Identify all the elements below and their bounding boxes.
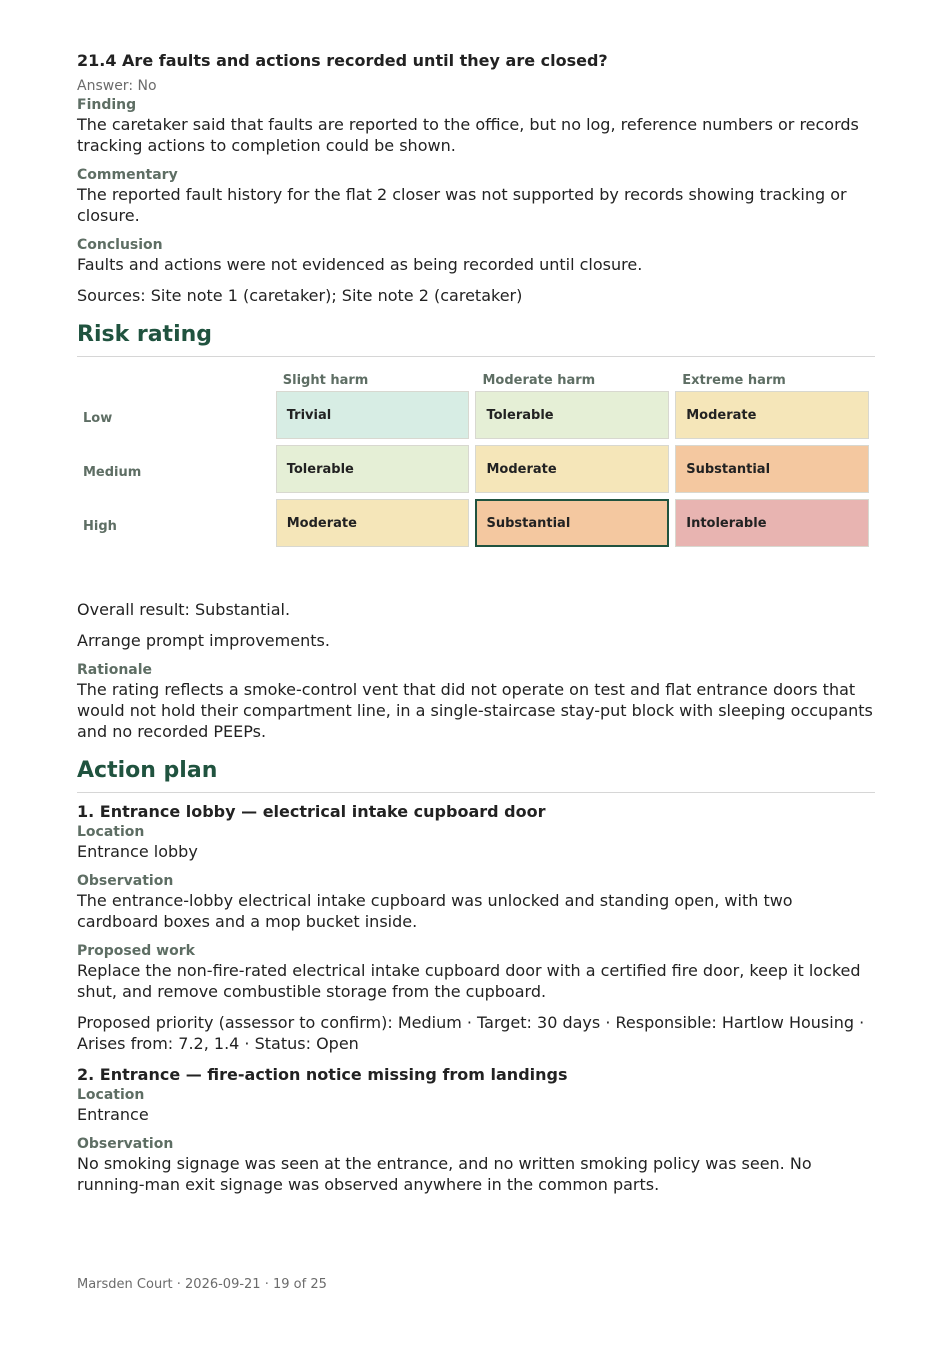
- observation-label: Observation: [77, 873, 174, 889]
- rationale-label: Rationale: [77, 662, 153, 678]
- commentary-label: Commentary: [77, 167, 178, 183]
- matrix-row-high: [77, 499, 875, 553]
- risk-cell: Trivial: [276, 391, 470, 439]
- row-label: High: [83, 518, 117, 534]
- action-item: [77, 1064, 875, 1195]
- conclusion-label: Conclusion: [77, 237, 163, 253]
- location-label: Location: [77, 824, 145, 840]
- risk-rating-heading: Risk rating: [77, 320, 875, 357]
- action-plan-heading: Action plan: [77, 756, 875, 793]
- risk-cell: Intolerable: [675, 499, 869, 547]
- conclusion-text: Faults and actions were not evidenced as being recorded until closure.: [77, 255, 643, 274]
- risk-cell-selected: Substantial: [475, 499, 669, 547]
- action-item: [77, 801, 875, 1054]
- overall-result: Overall result: Substantial.: [77, 600, 291, 619]
- row-label: Low: [83, 410, 113, 426]
- rationale-text: The rating reflects a smoke-control vent that did not operate on test and flat entrance doors that would not hold their compartment line, in a single-staircase stay-put block with sleeping occupants and no recorded PEEPs.: [77, 680, 873, 741]
- risk-cell: Moderate: [675, 391, 869, 439]
- column-header: Extreme harm: [682, 372, 786, 388]
- finding-label: Finding: [77, 97, 137, 113]
- location-label: Location: [77, 1087, 145, 1103]
- question-block: [77, 50, 875, 306]
- risk-cell: Moderate: [475, 445, 669, 493]
- risk-cell: Moderate: [276, 499, 470, 547]
- observation-text: No smoking signage was seen at the entrance, and no written smoking policy was seen. No running-man exit signage was observed anywhere in the common parts.: [77, 1154, 812, 1194]
- risk-cell: Substantial: [675, 445, 869, 493]
- answer-text: Answer: No: [77, 78, 157, 94]
- location-text: Entrance: [77, 1105, 149, 1124]
- page-footer: Marsden Court · 2026-09-21 · 19 of 25: [77, 1277, 327, 1292]
- column-header: Slight harm: [282, 372, 369, 388]
- matrix-row-medium: [77, 445, 875, 499]
- risk-cell: Tolerable: [276, 445, 470, 493]
- location-text: Entrance lobby: [77, 842, 198, 861]
- action-item-title: 2. Entrance — fire-action notice missing from landings: [77, 1065, 568, 1084]
- question-title: 21.4 Are faults and actions recorded until they are closed?: [77, 51, 608, 70]
- recommendation-text: Arrange prompt improvements.: [77, 631, 330, 650]
- risk-cell: Tolerable: [475, 391, 669, 439]
- matrix-row-low: [77, 391, 875, 445]
- observation-text: The entrance-lobby electrical intake cupboard was unlocked and standing open, with two cardboard boxes and a mop bucket inside.: [77, 891, 793, 931]
- action-meta: Proposed priority (assessor to confirm): Medium · Target: 30 days · Responsible: Hartlow Housing · Arises from: 7.2, 1.4 · Status: Open: [77, 1013, 865, 1053]
- action-item-title: 1. Entrance lobby — electrical intake cupboard door: [77, 802, 546, 821]
- column-header: Moderate harm: [482, 372, 596, 388]
- commentary-text: The reported fault history for the flat 2 closer was not supported by records showing tracking or closure.: [77, 185, 847, 225]
- sources-text: Sources: Site note 1 (caretaker); Site note 2 (caretaker): [77, 286, 523, 305]
- proposed-work-label: Proposed work: [77, 943, 195, 959]
- matrix-header-row: [77, 369, 875, 391]
- document-page: [77, 50, 875, 1195]
- proposed-work-text: Replace the non-fire-rated electrical intake cupboard door with a certified fire door, keep it locked shut, and remove combustible storage from the cupboard.: [77, 961, 861, 1001]
- finding-text: The caretaker said that faults are reported to the office, but no log, reference numbers or records tracking actions to completion could be shown.: [77, 115, 859, 155]
- observation-label: Observation: [77, 1136, 174, 1152]
- risk-matrix: [77, 369, 875, 553]
- row-label: Medium: [83, 464, 142, 480]
